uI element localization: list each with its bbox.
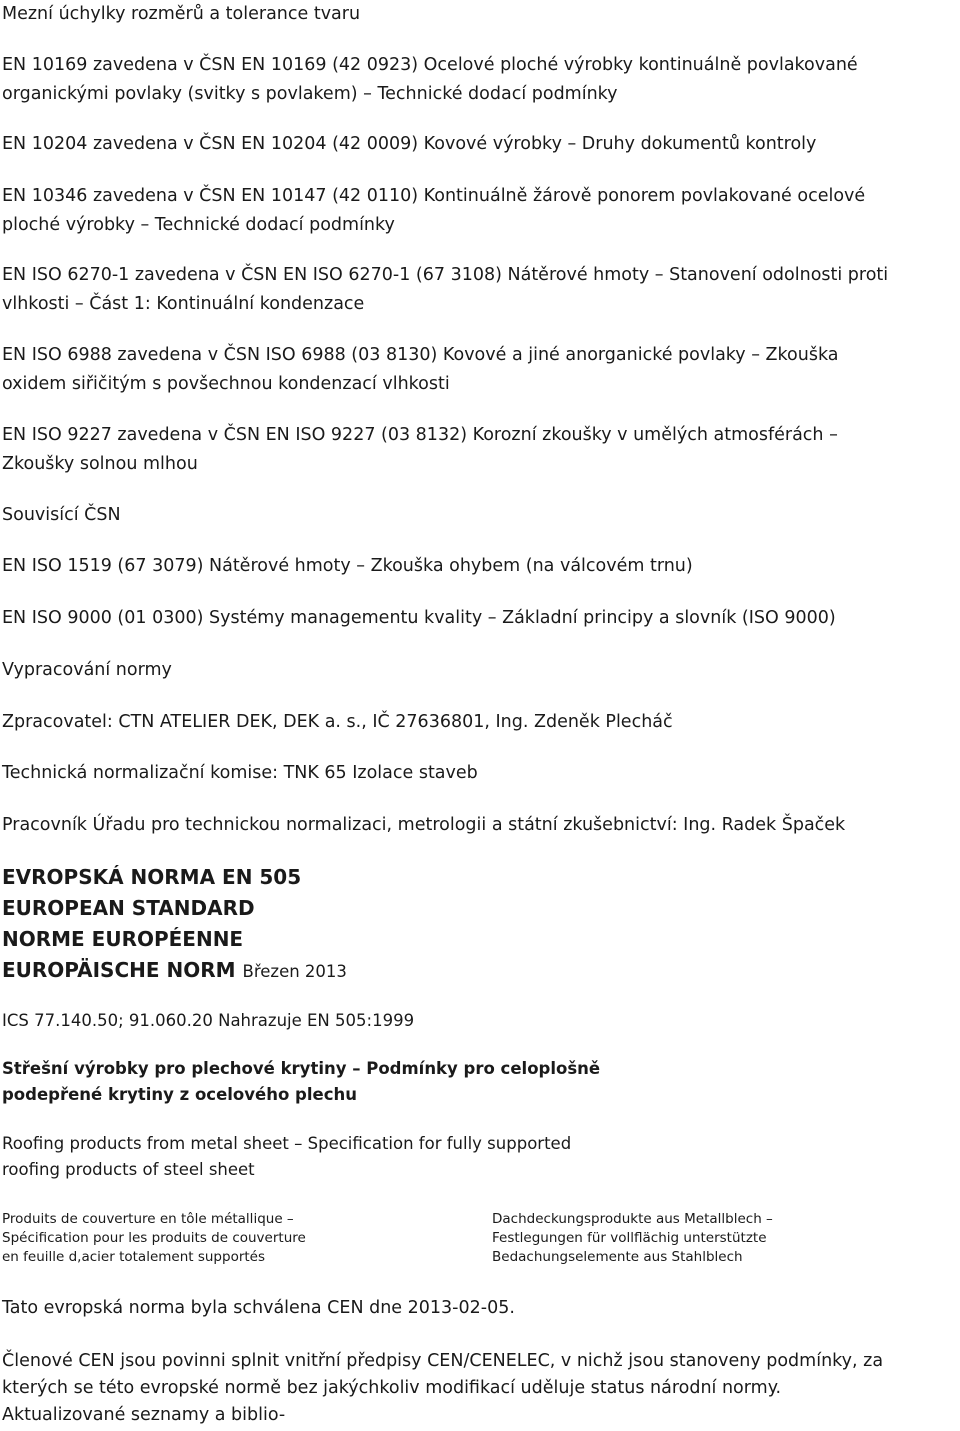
- normative-ref-en10169-line1: EN 10169 zavedena v ČSN EN 10169 (42 0923) Ocelové ploché výrobky kontinuálně povlakované: [2, 55, 858, 75]
- subject-fr-line1: Produits de couverture en tôle métallique –: [2, 1211, 294, 1227]
- subject-fr-line3: en feuille d,acier totalement supportés: [2, 1249, 266, 1265]
- normative-ref-iso9227-line2: Zkoušky solnou mlhou: [2, 454, 198, 474]
- ics-replaces: ICS 77.140.50; 91.060.20 Nahrazuje EN 505:1999: [2, 1011, 415, 1030]
- approval-statement: Tato evropská norma byla schválena CEN dne 2013-02-05.: [2, 1298, 515, 1318]
- drafting-officer: Pracovník Úřadu pro technickou normalizaci, metrologii a státní zkušebnictví: Ing. Radek Špaček: [2, 815, 846, 835]
- subject-en-line1: Roofing products from metal sheet – Specification for fully supported: [2, 1134, 572, 1153]
- section-heading-tolerances: Mezní úchylky rozměrů a tolerance tvaru: [2, 4, 361, 24]
- section-heading-drafting: Vypracování normy: [2, 660, 172, 680]
- subject-fr-line2: Spécification pour les produits de couverture: [2, 1230, 306, 1246]
- standard-title-fr: NORME EUROPÉENNE: [2, 927, 244, 951]
- normative-ref-iso9227-line1: EN ISO 9227 zavedena v ČSN EN ISO 9227 (03 8132) Korozní zkoušky v umělých atmosférách –: [2, 425, 838, 445]
- related-standard-item: EN ISO 1519 (67 3079) Nátěrové hmoty – Zkouška ohybem (na válcovém trnu): [2, 556, 693, 576]
- cen-members-line1: Členové CEN jsou povinni splnit vnitřní předpisy CEN/CENELEC, v nichž jsou stanoveny podmínky, za: [2, 1351, 884, 1371]
- subject-de-line1: Dachdeckungsprodukte aus Metallblech –: [492, 1211, 773, 1227]
- normative-ref-iso6270-line2: vlhkosti – Část 1: Kontinuální kondenzace: [2, 294, 365, 314]
- standard-title-cs: EVROPSKÁ NORMA EN 505: [2, 865, 302, 889]
- normative-ref-en10346-line2: ploché výrobky – Technické dodací podmínky: [2, 215, 395, 235]
- normative-ref-en10204: EN 10204 zavedena v ČSN EN 10204 (42 0009) Kovové výrobky – Druhy dokumentů kontroly: [2, 134, 817, 154]
- cen-members-line2: kterých se této evropské normě bez jakýchkoliv modifikací uděluje status národní normy.: [2, 1378, 782, 1398]
- section-heading-related: Souvisící ČSN: [2, 505, 121, 525]
- standard-title-en: EUROPEAN STANDARD: [2, 896, 255, 920]
- drafting-processor: Zpracovatel: CTN ATELIER DEK, DEK a. s., IČ 27636801, Ing. Zdeněk Plecháč: [2, 712, 673, 732]
- subject-de-line2: Festlegungen für vollflächig unterstützte: [492, 1230, 767, 1246]
- standard-date: Březen 2013: [242, 962, 347, 981]
- related-standard-item: EN ISO 9000 (01 0300) Systémy managementu kvality – Základní principy a slovník (ISO 9000): [2, 608, 836, 628]
- normative-ref-iso6270-line1: EN ISO 6270-1 zavedena v ČSN EN ISO 6270-1 (67 3108) Nátěrové hmoty – Stanovení odolnosti proti: [2, 265, 889, 285]
- cen-members-line3: Aktualizované seznamy a biblio-: [2, 1405, 286, 1425]
- standard-title-de: EUROPÄISCHE NORM: [2, 958, 236, 982]
- normative-ref-iso6988-line1: EN ISO 6988 zavedena v ČSN ISO 6988 (03 8130) Kovové a jiné anorganické povlaky – Zkouška: [2, 345, 839, 365]
- drafting-committee: Technická normalizační komise: TNK 65 Izolace staveb: [2, 763, 478, 783]
- subject-en-line2: roofing products of steel sheet: [2, 1160, 255, 1179]
- normative-ref-iso6988-line2: oxidem siřičitým s povšechnou kondenzací vlhkosti: [2, 374, 450, 394]
- standard-title-block: [2, 862, 347, 987]
- subject-de-line3: Bedachungselemente aus Stahlblech: [492, 1249, 743, 1265]
- normative-ref-en10169-line2: organickými povlaky (svitky s povlakem) – Technické dodací podmínky: [2, 84, 618, 104]
- subject-cs-line2: podepřené krytiny z ocelového plechu: [2, 1085, 357, 1104]
- normative-ref-en10346-line1: EN 10346 zavedena v ČSN EN 10147 (42 0110) Kontinuálně žárově ponorem povlakované ocelové: [2, 186, 866, 206]
- subject-cs-line1: Střešní výrobky pro plechové krytiny – Podmínky pro celoplošně: [2, 1059, 601, 1078]
